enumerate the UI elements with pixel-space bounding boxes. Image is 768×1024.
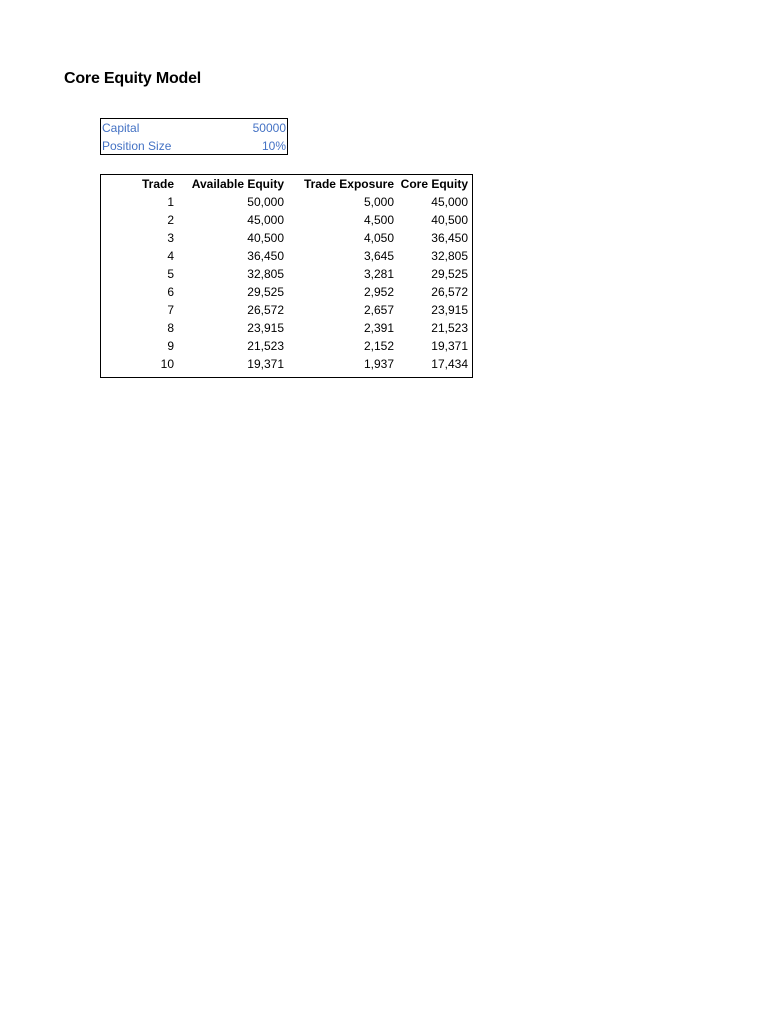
- position-size-row: [101, 137, 287, 155]
- cell-trade: 5: [167, 267, 174, 281]
- position-size-value[interactable]: 10%: [261, 139, 286, 153]
- page-title: Core Equity Model: [64, 70, 202, 87]
- cell-trade-exposure: 4,500: [363, 213, 394, 227]
- cell-trade: 4: [167, 249, 174, 263]
- table-row: [101, 265, 472, 283]
- cell-available-equity: 40,500: [247, 231, 284, 245]
- cell-trade: 7: [167, 303, 174, 317]
- cell-trade-exposure: 3,645: [363, 249, 394, 263]
- cell-core-equity: 23,915: [431, 303, 468, 317]
- cell-core-equity: 19,371: [431, 339, 468, 353]
- cell-available-equity: 21,523: [247, 339, 284, 353]
- table-row: [101, 301, 472, 319]
- table-row: [101, 337, 472, 355]
- capital-label: Capital: [102, 121, 140, 135]
- cell-core-equity: 32,805: [431, 249, 468, 263]
- header-core-equity: Core Equity: [400, 177, 468, 191]
- table-header-row: [101, 175, 472, 193]
- cell-trade: 6: [167, 285, 174, 299]
- cell-available-equity: 50,000: [247, 195, 284, 209]
- header-trade-exposure: Trade Exposure: [303, 177, 394, 191]
- inputs-box: [100, 118, 288, 155]
- table-row: [101, 193, 472, 211]
- capital-value[interactable]: 50000: [252, 121, 286, 135]
- cell-available-equity: 23,915: [247, 321, 284, 335]
- cell-trade-exposure: 2,391: [363, 321, 394, 335]
- cell-core-equity: 36,450: [431, 231, 468, 245]
- cell-trade-exposure: 5,000: [363, 195, 394, 209]
- header-trade: Trade: [141, 177, 174, 191]
- cell-available-equity: 32,805: [247, 267, 284, 281]
- cell-trade: 10: [160, 357, 174, 371]
- cell-core-equity: 26,572: [431, 285, 468, 299]
- table-row: [101, 211, 472, 229]
- cell-core-equity: 29,525: [431, 267, 468, 281]
- cell-available-equity: 45,000: [247, 213, 284, 227]
- cell-available-equity: 19,371: [247, 357, 284, 371]
- cell-core-equity: 17,434: [431, 357, 468, 371]
- position-size-label: Position Size: [102, 139, 172, 153]
- table-row: [101, 283, 472, 301]
- table-row: [101, 247, 472, 265]
- cell-trade-exposure: 2,152: [363, 339, 394, 353]
- equity-table: [100, 174, 473, 378]
- cell-trade-exposure: 3,281: [363, 267, 394, 281]
- cell-trade-exposure: 4,050: [363, 231, 394, 245]
- cell-available-equity: 29,525: [247, 285, 284, 299]
- cell-trade-exposure: 2,657: [363, 303, 394, 317]
- cell-trade-exposure: 2,952: [363, 285, 394, 299]
- cell-trade: 8: [167, 321, 174, 335]
- cell-core-equity: 21,523: [431, 321, 468, 335]
- cell-available-equity: 36,450: [247, 249, 284, 263]
- table-row: [101, 355, 472, 373]
- cell-trade: 2: [167, 213, 174, 227]
- capital-row: [101, 119, 287, 137]
- cell-trade-exposure: 1,937: [363, 357, 394, 371]
- table-row: [101, 319, 472, 337]
- cell-trade: 1: [167, 195, 174, 209]
- cell-available-equity: 26,572: [247, 303, 284, 317]
- header-available-equity: Available Equity: [191, 177, 284, 191]
- cell-trade: 9: [167, 339, 174, 353]
- cell-core-equity: 40,500: [431, 213, 468, 227]
- table-row: [101, 229, 472, 247]
- cell-trade: 3: [167, 231, 174, 245]
- cell-core-equity: 45,000: [431, 195, 468, 209]
